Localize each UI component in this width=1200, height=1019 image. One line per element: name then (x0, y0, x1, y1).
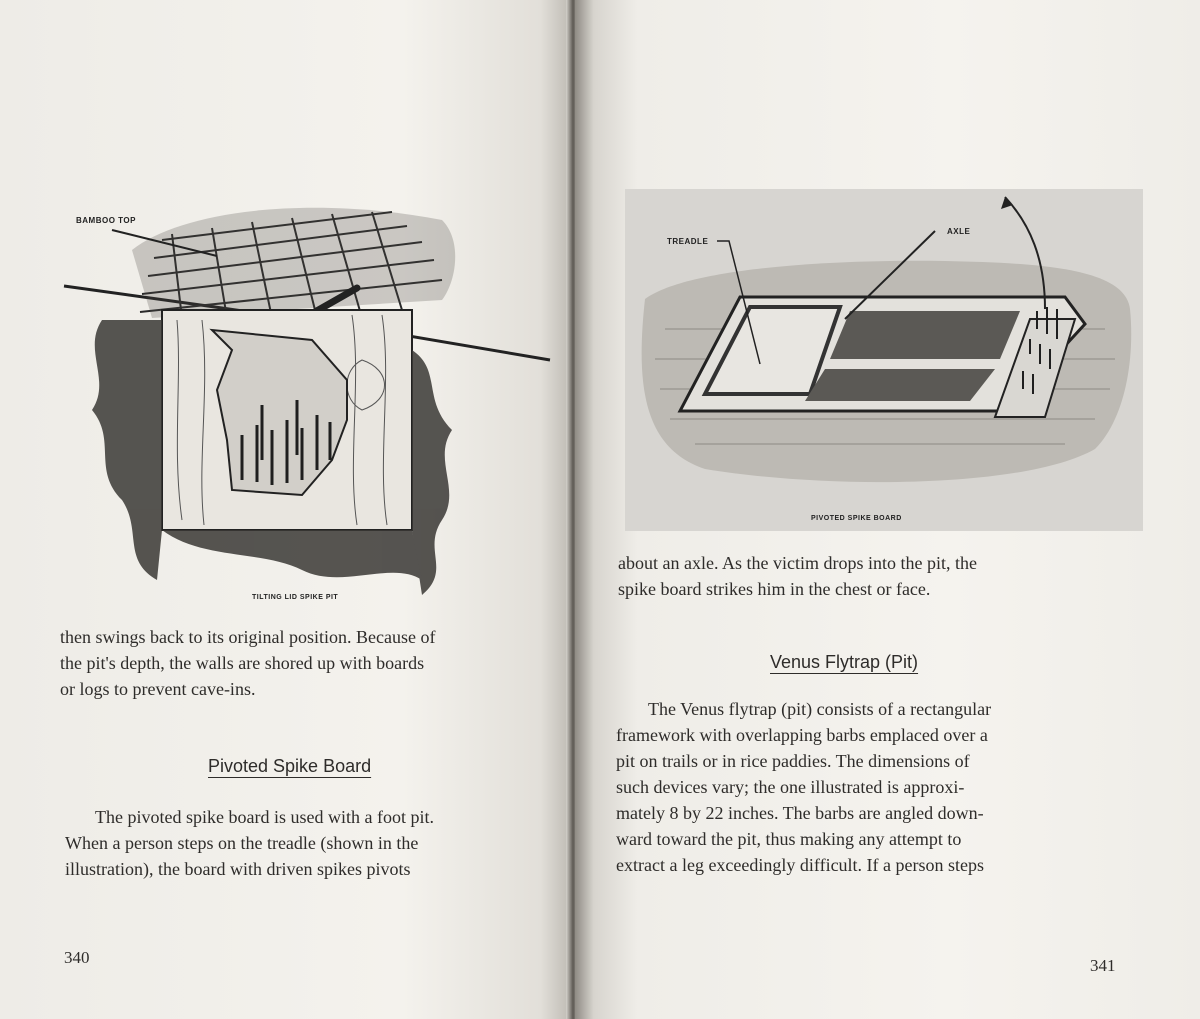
text-line: then swings back to its original position. Because of (60, 627, 436, 647)
right-body-paragraph (616, 696, 1136, 878)
page-number-right: 341 (1090, 956, 1116, 975)
bamboo-top-callout: BAMBOO TOP (76, 216, 136, 225)
text-line: When a person steps on the treadle (shown in the (65, 833, 419, 853)
text-line: ward toward the pit, thus making any attempt to (616, 829, 962, 849)
tilting-lid-spike-pit-drawing (62, 200, 552, 610)
text-line: about an axle. As the victim drops into the pit, the (618, 553, 977, 573)
text-line: The pivoted spike board is used with a foot pit. (95, 807, 434, 827)
section-heading-pivoted-spike-board: Pivoted Spike Board (208, 756, 372, 776)
page-number-left: 340 (64, 948, 90, 967)
text-line: the pit's depth, the walls are shored up with boards (60, 653, 425, 673)
left-page (0, 0, 575, 1019)
text-line: framework with overlapping barbs emplaced over a (616, 725, 988, 745)
text-line: extract a leg exceedingly difficult. If a person steps (616, 855, 985, 875)
text-line: pit on trails or in rice paddies. The dimensions of (616, 751, 970, 771)
left-figure-caption: TILTING LID SPIKE PIT (252, 594, 339, 601)
text-line: such devices vary; the one illustrated is approxi- (616, 777, 965, 797)
right-figure-caption: PIVOTED SPIKE BOARD (811, 515, 902, 522)
text-line: The Venus flytrap (pit) consists of a rectangular (648, 699, 992, 719)
text-line: illustration), the board with driven spikes pivots (65, 859, 411, 879)
left-body-paragraph (65, 804, 560, 882)
text-line: or logs to prevent cave-ins. (60, 679, 256, 699)
left-top-paragraph (60, 624, 558, 702)
tilting-lid-spike-pit-illustration (62, 200, 552, 610)
axle-callout: AXLE (947, 227, 971, 236)
treadle-callout: TREADLE (667, 237, 709, 246)
pivoted-spike-board-illustration (625, 189, 1143, 531)
section-heading-venus-flytrap: Venus Flytrap (Pit) (770, 652, 919, 672)
text-line: spike board strikes him in the chest or face. (618, 579, 931, 599)
right-top-paragraph (618, 550, 1143, 602)
text-line: mately 8 by 22 inches. The barbs are angled down- (616, 803, 984, 823)
